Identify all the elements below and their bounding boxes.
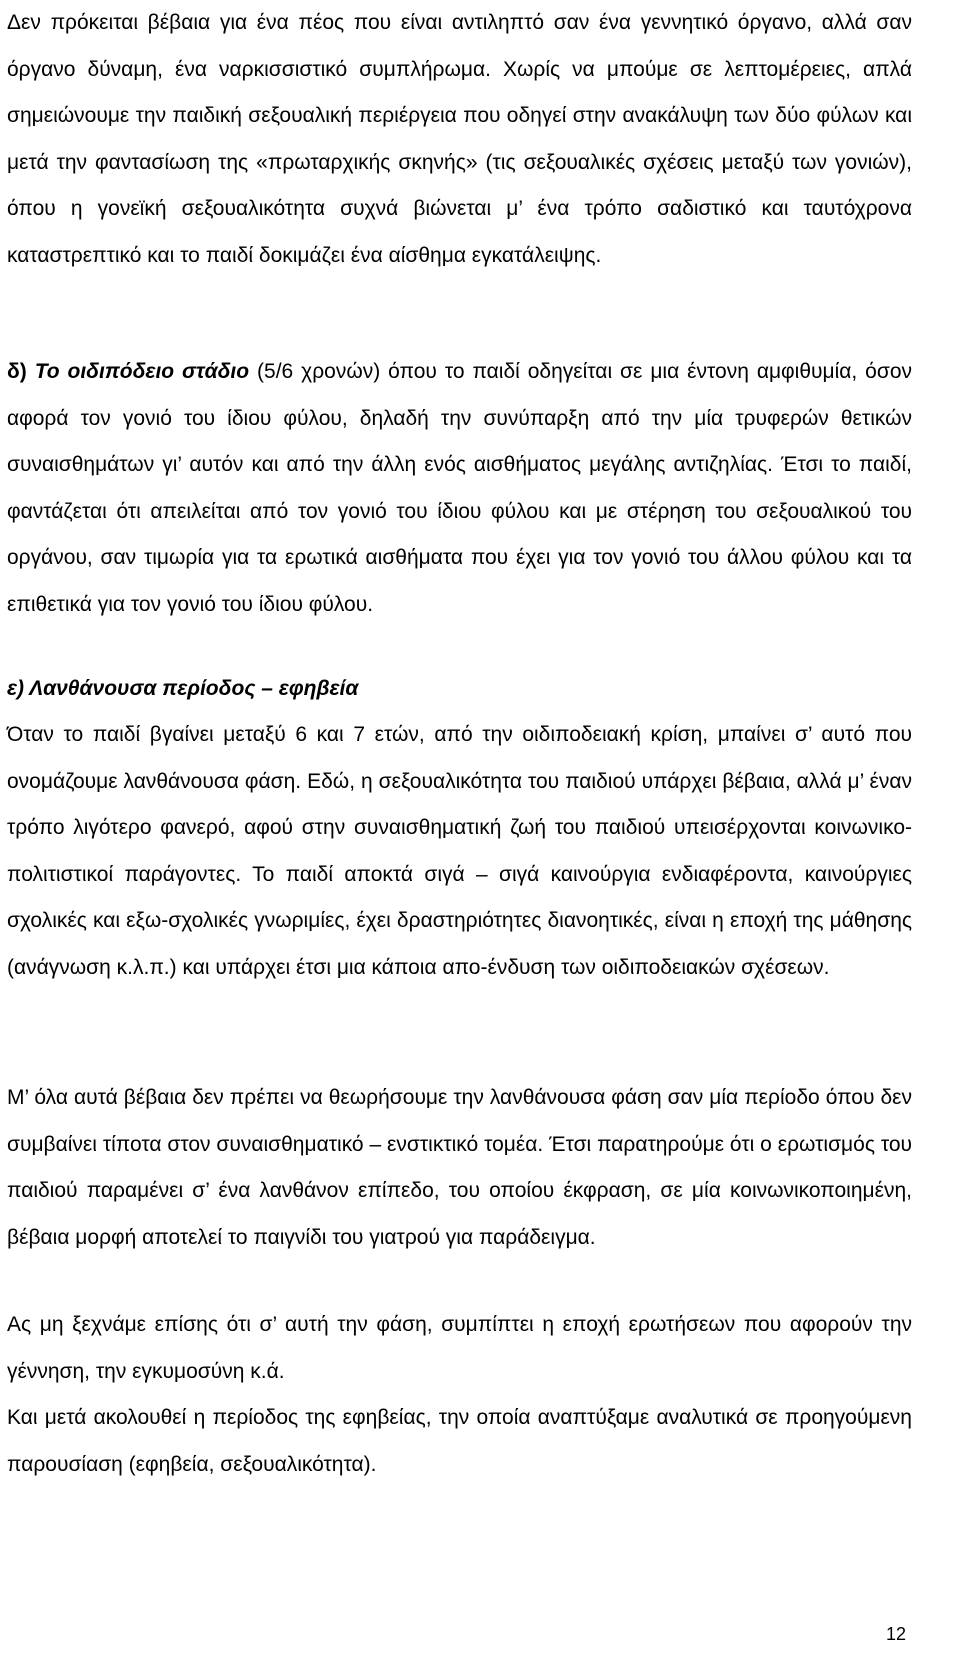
heading-e-text: ε) Λανθάνουσα περίοδος – εφηβεία [7, 677, 359, 700]
section-label-d: δ) [7, 360, 27, 383]
paragraph-psychosexual-curiosity: Δεν πρόκειται βέβαια για ένα πέος που είναι αντιληπτό σαν ένα γεννητικό όργανο, αλλά σαν όργανο δύναμη, ένα ναρκισσιστικό συμπλήρωμα. Χωρίς να μπούμε σε λεπτομέρειες, απλά σημειώνουμε την παιδική σεξουαλική περιέργεια που οδηγεί στην ανακάλυψη των δύο φύλων και μετά την φαντασίωση της «πρωταρχικής σκηνής» (τις σεξουαλικές σχέσεις μεταξύ των γονιών), όπου η γονεϊκή σεξουαλικότητα συχνά βιώνεται μ’ ένα τρόπο σαδιστικό και ταυτόχρονα καταστρεπτικό και το παιδί δοκιμάζει ένα αίσθημα εγκατάλειψης. [7, 11, 912, 267]
page-number: 12 [885, 1624, 906, 1644]
paragraph-latency-continued: Μ’ όλα αυτά βέβαια δεν πρέπει να θεωρήσουμε την λανθάνουσα φάση σαν μία περίοδο όπου δεν συμβαίνει τίποτα στον συναισθηματικό – ενστικτικό τομέα. Έτσι παρατηρούμε ότι ο ερωτισμός του παιδιού παραμένει σ’ ένα λανθάνον επίπεδο, του οποίου έκφραση, σε μία κοινωνικοποιημένη, βέβαια μορφή αποτελεί το παιγνίδι του γιατρού για παράδειγμα. [7, 1086, 912, 1249]
paragraph-adolescence: Και μετά ακολουθεί η περίοδος της εφηβείας, την οποία αναπτύξαμε αναλυτικά σε προηγούμενη παρουσίαση (εφηβεία, σεξουαλικότητα). [7, 1406, 912, 1476]
paragraph-questions-period: Ας μη ξεχνάμε επίσης ότι σ’ αυτή την φάση, συμπίπτει η εποχή ερωτήσεων που αφορούν την γέννηση, την εγκυμοσύνη κ.ά. [7, 1313, 912, 1383]
paragraph-oedipal-stage [7, 349, 912, 628]
section-heading-latency-adolescence [7, 666, 912, 713]
section-title-oedipal: Το οιδιπόδειο στάδιο [34, 360, 250, 383]
paragraph-latency-phase: Όταν το παιδί βγαίνει μεταξύ 6 και 7 ετών, από την οιδιποδειακή κρίση, μπαίνει σ’ αυτό που ονομάζουμε λανθάνουσα φάση. Εδώ, η σεξουαλικότητα του παιδιού υπάρχει βέβαια, αλλά μ’ έναν τρόπο λιγότερο φανερό, αφού στην συναισθηματική ζωή του παιδιού υπεισέρχονται κοινωνικο-πολιτιστικοί παράγοντες. Το παιδί αποκτά σιγά – σιγά καινούργια ενδιαφέροντα, καινούργιες σχολικές και εξω-σχολικές γνωριμίες, έχει δραστηριότητες διανοητικές, είναι η εποχή της μάθησης (ανάγνωση κ.λ.π.) και υπάρχει έτσι μια κάποια απο-ένδυση των οιδιποδειακών σχέσεων. [7, 723, 912, 979]
oedipal-stage-text: (5/6 χρονών) όπου το παιδί οδηγείται σε μια έντονη αμφιθυμία, όσον αφορά τον γονιό του ίδιου φύλου, δηλαδή την συνύπαρξη από την μία τρυφερών θετικών συναισθημάτων γι’ αυτόν και από την άλλη ενός αισθήματος μεγάλης αντιζηλίας. Έτσι το παιδί, φαντάζεται ότι απειλείται από τον γονιό του ίδιου φύλου και με στέρηση του σεξουαλικού του οργάνου, σαν τιμωρία για τα ερωτικά αισθήματα που έχει για τον γονιό του άλλου φύλου και τα επιθετικά για τον γονιό του ίδιου φύλου. [7, 360, 913, 616]
